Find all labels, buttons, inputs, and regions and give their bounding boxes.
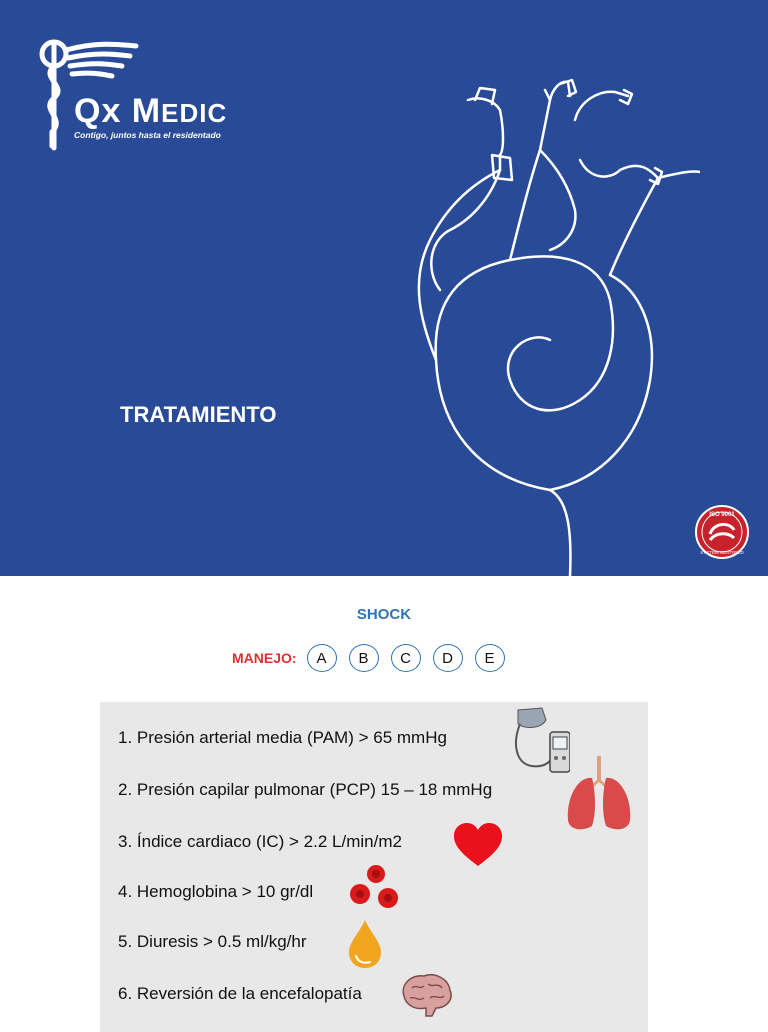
manejo-label: MANEJO:: [232, 650, 297, 666]
criteria-item-encefalopatia: 6. Reversión de la encefalopatía: [118, 984, 362, 1003]
logo-tagline: Contigo, juntos hasta el residentado: [74, 130, 221, 140]
manejo-option-b[interactable]: B: [349, 644, 379, 672]
criteria-item-hemoglobina: 4. Hemoglobina > 10 gr/dl: [118, 882, 314, 901]
svg-text:ISO 9001: ISO 9001: [709, 512, 735, 518]
content-slide: [0, 576, 768, 1024]
lungs-icon: [564, 754, 634, 834]
manejo-option-a[interactable]: A: [307, 644, 337, 672]
section-title: TRATAMIENTO: [120, 402, 277, 427]
manejo-row: [232, 644, 517, 672]
brain-icon: [398, 970, 454, 1020]
criteria-item-pcp: 2. Presión capilar pulmonar (PCP) 15 – 18 mmHg: [118, 780, 493, 799]
manejo-option-e[interactable]: E: [475, 644, 505, 672]
content-title: SHOCK: [356, 606, 412, 623]
criteria-panel: [100, 702, 648, 1032]
logo-wordmark: Qx MEDIC: [74, 92, 228, 130]
svg-text:SYSTEM CERTIFIED: SYSTEM CERTIFIED: [700, 550, 744, 555]
iso-9001-badge-icon: [694, 504, 750, 560]
criteria-item-ic: 3. Índice cardiaco (IC) > 2.2 L/min/m2: [118, 832, 402, 851]
criteria-item-diuresis: 5. Diuresis > 0.5 ml/kg/hr: [118, 932, 307, 951]
blood-pressure-monitor-icon: [512, 704, 570, 774]
heart-icon: [452, 822, 504, 868]
red-blood-cells-icon: [348, 864, 404, 914]
urine-drop-icon: [346, 918, 384, 970]
criteria-item-pam: 1. Presión arterial media (PAM) > 65 mmHg: [118, 728, 447, 747]
manejo-option-c[interactable]: C: [391, 644, 421, 672]
manejo-option-d[interactable]: D: [433, 644, 463, 672]
heart-line-art-icon: [400, 60, 700, 576]
